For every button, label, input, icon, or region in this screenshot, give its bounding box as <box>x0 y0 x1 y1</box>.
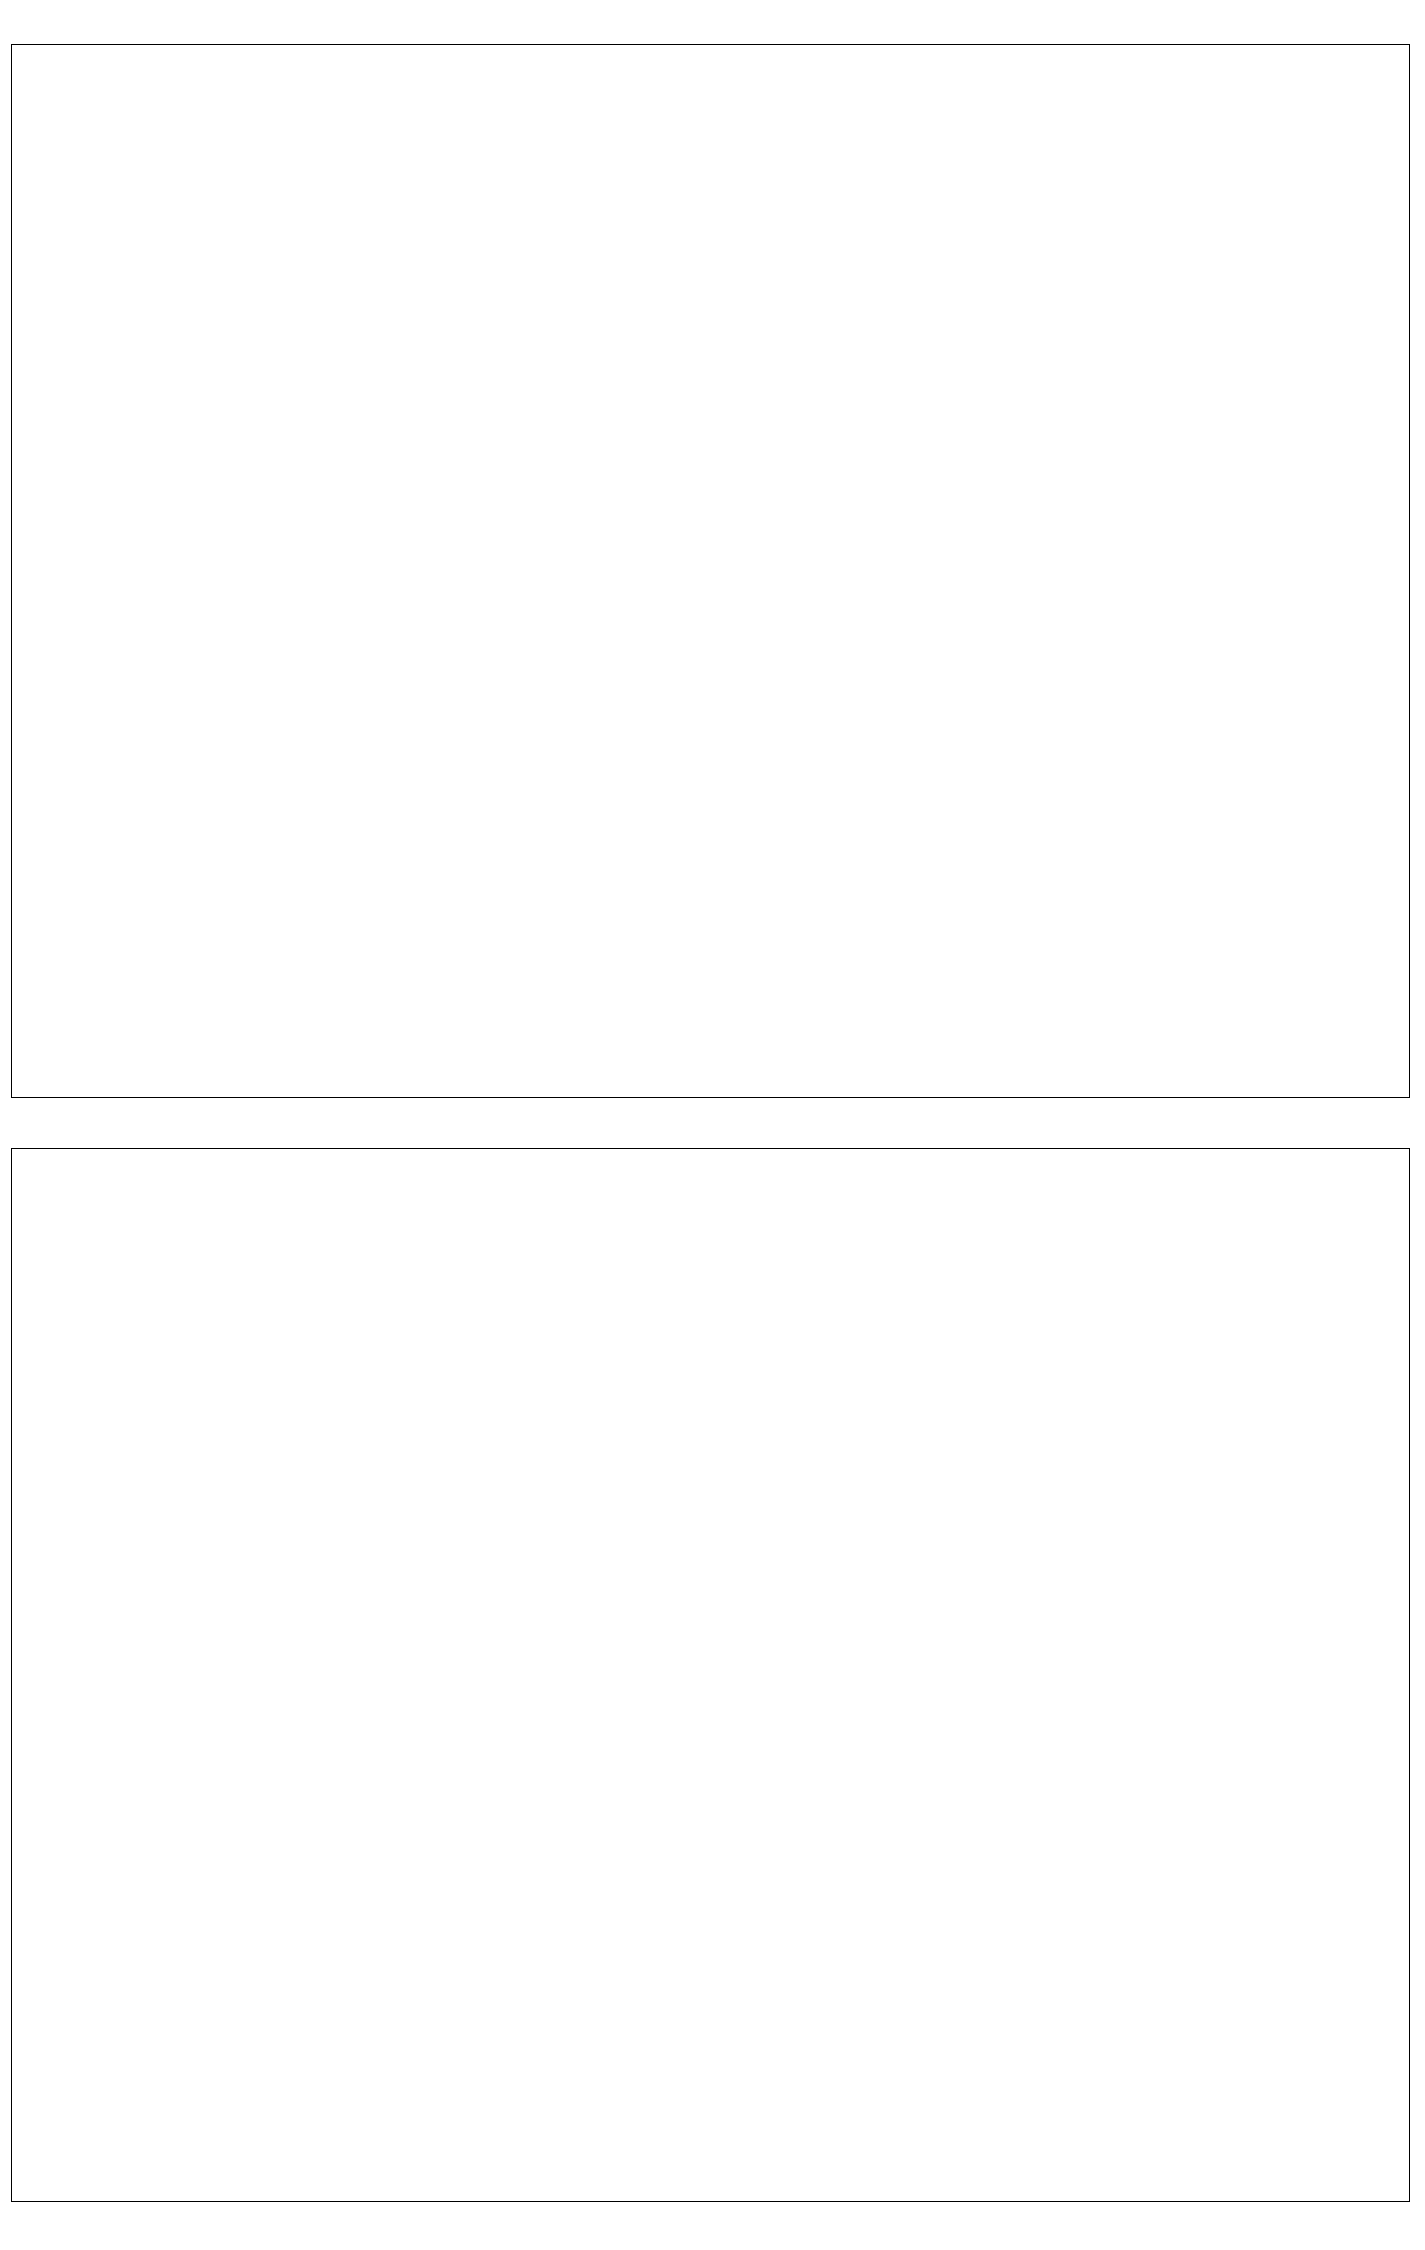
map-svg-conjugate <box>12 1149 1410 2202</box>
map-panel-down[interactable] <box>11 44 1410 1098</box>
map-svg-down <box>12 45 1410 1098</box>
map-panel-conjugate[interactable] <box>11 1148 1410 2202</box>
